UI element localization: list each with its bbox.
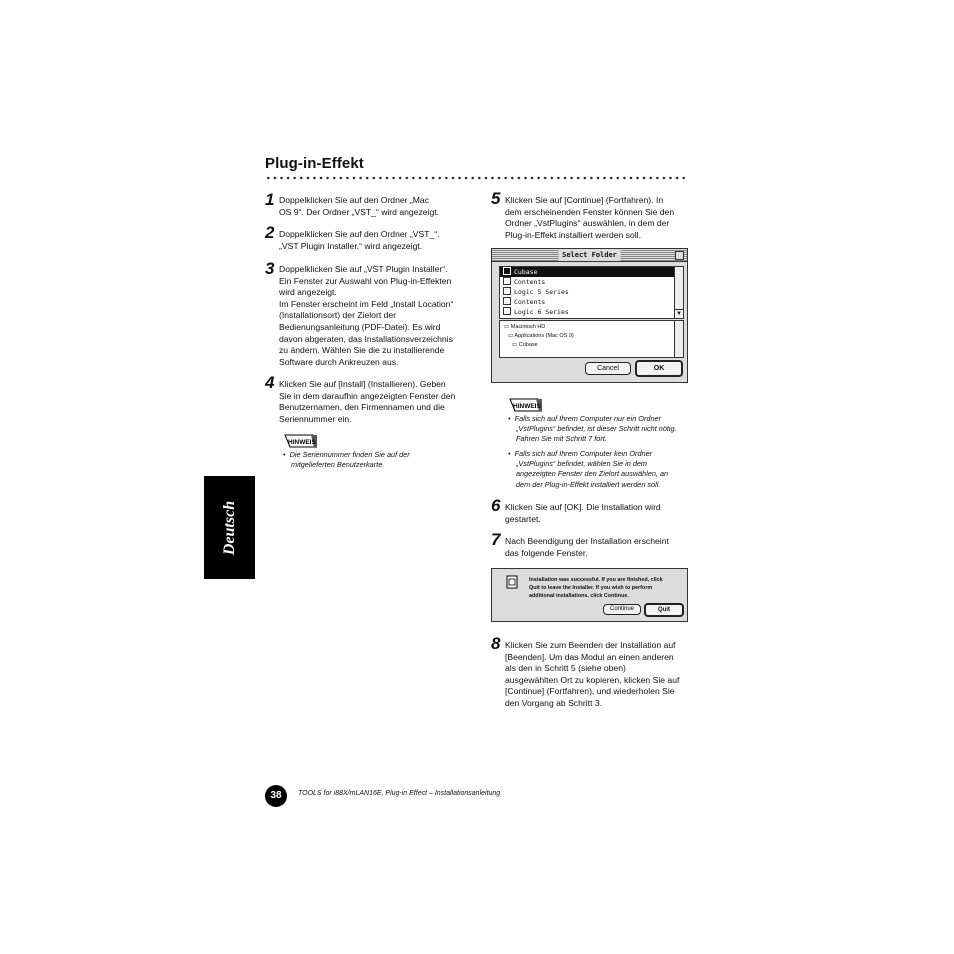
text-line: Doppelklicken Sie auf den Ordner „VST_“. bbox=[279, 229, 440, 239]
folder-item-label: Cubase bbox=[514, 268, 538, 276]
step-1-number: 1 bbox=[265, 190, 275, 209]
note-text: „VstPlugins“ befindet, wählen Sie in dem bbox=[516, 459, 648, 469]
step-4-text bbox=[279, 379, 455, 425]
note-text: Falls sich auf Ihrem Computer nur ein Ordner bbox=[514, 414, 662, 423]
message-line: additional installations, click Continue. bbox=[529, 593, 629, 599]
hinweis-badge-icon bbox=[283, 434, 317, 448]
folder-icon bbox=[503, 277, 511, 285]
folder-item[interactable] bbox=[500, 297, 545, 307]
window-title: Select Folder bbox=[558, 249, 621, 261]
step-3-number: 3 bbox=[265, 259, 275, 278]
dotted-rule bbox=[265, 176, 687, 180]
text-line: Benutzernamen, den Firmennamen und die bbox=[279, 402, 445, 413]
text-line: Nach Beendigung der Installation erscheint bbox=[505, 536, 669, 546]
select-folder-window bbox=[491, 248, 688, 383]
text-line: „VST Plugin Installer.“ wird angezeigt. bbox=[279, 240, 423, 251]
text-line: Sie in dem daraufhin angezeigten Fenster den bbox=[279, 390, 456, 401]
path-label: Macintosh HD bbox=[510, 324, 546, 330]
text-line: Klicken Sie auf [Install] (Installieren). Geben bbox=[279, 379, 446, 389]
note-one-folder bbox=[508, 414, 677, 445]
folder-item[interactable] bbox=[500, 277, 545, 287]
text-line: Klicken Sie auf [Continue] (Fortfahren). In bbox=[505, 195, 664, 205]
text-line: [Continue] (Fortfahren), und wiederholen Sie bbox=[505, 686, 675, 697]
ok-button[interactable]: OK bbox=[635, 360, 683, 377]
text-line: den Vorgang ab Schritt 3. bbox=[505, 697, 602, 708]
path-list[interactable] bbox=[499, 320, 684, 358]
text-line: davon abgeraten, das Installationsverzeichnis bbox=[279, 333, 453, 344]
page-number: 38 bbox=[265, 785, 287, 807]
continue-button[interactable]: Continue bbox=[603, 604, 641, 615]
folder-icon bbox=[503, 287, 511, 295]
language-tab bbox=[204, 476, 255, 579]
note-line: • Falls sich auf Ihrem Computer kein Ordner bbox=[508, 449, 653, 458]
path-item[interactable]: ▭ Cubase bbox=[512, 342, 538, 348]
note-line: • Die Seriennummer finden Sie auf der bbox=[283, 450, 410, 459]
step-6-number: 6 bbox=[491, 496, 501, 515]
message-line: Quit to leave the Installer. If you wish to perform bbox=[529, 585, 653, 591]
text-line: dem erscheinenden Fenster können Sie den bbox=[505, 206, 675, 217]
folder-icon bbox=[503, 297, 511, 305]
text-line: wird angezeigt. bbox=[279, 287, 337, 298]
path-label: Cubase bbox=[518, 342, 538, 348]
text-line: Doppelklicken Sie auf „VST Plugin Installer“. bbox=[279, 264, 448, 274]
note-text: angezeigten Fenster den Zielort auswählen, an bbox=[516, 469, 669, 479]
zoom-box-icon[interactable] bbox=[675, 251, 684, 260]
note-text: dem der Plug-in-Effekt installiert werden soll. bbox=[516, 479, 661, 489]
step-5-text bbox=[505, 195, 674, 241]
step-2-number: 2 bbox=[265, 223, 275, 242]
folder-list-scrollbar[interactable] bbox=[674, 267, 683, 318]
folder-icon bbox=[503, 307, 511, 315]
folder-item-label: Logic 6 Series bbox=[514, 308, 569, 316]
folder-item-label: Logic 5 Series bbox=[514, 288, 569, 296]
text-line: Ein Fenster zur Auswahl von Plug-in-Effekten bbox=[279, 275, 452, 286]
note-text: Fahren Sie mit Schritt 7 fort. bbox=[516, 434, 607, 444]
step-1-text bbox=[279, 195, 439, 218]
text-line: Klicken Sie zum Beenden der Installation auf bbox=[505, 640, 676, 650]
path-item[interactable]: ▭ Applications (Mac OS 9) bbox=[508, 333, 574, 339]
text-line: Doppelklicken Sie auf den Ordner „Mac bbox=[279, 195, 429, 205]
folder-item-selected[interactable] bbox=[500, 267, 674, 277]
message-line: Installation was successful. If you are finished, click bbox=[529, 577, 663, 583]
text-line: [Beenden]. Um das Modul an einen anderen bbox=[505, 651, 674, 662]
hinweis-label: HINWEIS bbox=[288, 439, 316, 446]
section-heading: Plug-in-Effekt bbox=[265, 155, 364, 172]
text-line: (Installationsort) der Zielort der bbox=[279, 310, 397, 321]
success-message bbox=[529, 576, 663, 600]
footer-text: TOOLS for i88X/mLAN16E, Plug-in Effect – Installationsanleitung bbox=[298, 790, 501, 797]
path-list-scrollbar[interactable] bbox=[674, 321, 683, 357]
window-titlebar bbox=[492, 249, 687, 262]
text-line: ausgewählten Ort zu kopieren, klicken Sie auf bbox=[505, 674, 680, 685]
path-label: Applications (Mac OS 9) bbox=[514, 333, 574, 339]
text-line: Ordner „VstPlugins“ auswählen, in dem der bbox=[505, 218, 670, 229]
folder-icon bbox=[503, 267, 511, 275]
step-2-text bbox=[279, 229, 440, 252]
text-line: Bedienungsanleitung (PDF-Datei). Es wird bbox=[279, 321, 441, 332]
hinweis-badge-icon bbox=[508, 398, 542, 412]
text-line: als den in Schritt 5 (siehe oben) bbox=[505, 663, 626, 674]
step-7-text bbox=[505, 536, 669, 559]
note-no-folder bbox=[508, 449, 668, 490]
step-8-text bbox=[505, 640, 679, 710]
text-line: das folgende Fenster. bbox=[505, 547, 588, 558]
success-dialog bbox=[491, 568, 688, 622]
text-line: Software durch Ankreuzen aus. bbox=[279, 356, 399, 367]
note-serial bbox=[283, 450, 410, 470]
hinweis-label: HINWEIS bbox=[513, 403, 541, 410]
text-line: Plug-in-Effekt installiert werden soll. bbox=[505, 229, 641, 240]
scroll-down-arrow-icon[interactable]: ▼ bbox=[676, 311, 682, 317]
note-text: Die Seriennummer finden Sie auf der bbox=[289, 450, 410, 459]
folder-item[interactable] bbox=[500, 287, 569, 297]
quit-button[interactable]: Quit bbox=[644, 603, 684, 617]
note-text: Falls sich auf Ihrem Computer kein Ordner bbox=[514, 449, 653, 458]
language-tab-label: Deutsch bbox=[220, 500, 238, 555]
path-item[interactable]: ▭ Macintosh HD bbox=[504, 324, 546, 330]
cancel-button[interactable]: Cancel bbox=[585, 362, 631, 375]
step-5-number: 5 bbox=[491, 189, 501, 208]
installer-icon bbox=[506, 575, 518, 589]
step-8-number: 8 bbox=[491, 634, 501, 653]
step-4-number: 4 bbox=[265, 373, 275, 392]
step-7-number: 7 bbox=[491, 530, 501, 549]
text-line: Im Fenster erscheint im Feld „Install Location“ bbox=[279, 298, 454, 309]
text-line: OS 9“. Der Ordner „VST_“ wird angezeigt. bbox=[279, 206, 439, 217]
folder-item-label: Contents bbox=[514, 298, 546, 306]
step-6-text bbox=[505, 502, 661, 525]
text-line: Seriennummer ein. bbox=[279, 413, 352, 424]
folder-item[interactable] bbox=[500, 307, 569, 317]
folder-list[interactable] bbox=[499, 266, 684, 319]
step-3-text bbox=[279, 264, 453, 368]
note-line: • Falls sich auf Ihrem Computer nur ein Ordner bbox=[508, 414, 662, 423]
text-line: gestartet. bbox=[505, 513, 541, 524]
text-line: zu ändern. Wählen Sie die zu installierende bbox=[279, 345, 445, 356]
note-text: „VstPlugins“ befindet, ist dieser Schritt nicht nötig. bbox=[516, 424, 677, 434]
text-line: Klicken Sie auf [OK]. Die Installation wird bbox=[505, 502, 661, 512]
folder-item-label: Contents bbox=[514, 278, 546, 286]
note-text: mitgelieferten Benutzerkarte. bbox=[291, 460, 385, 470]
